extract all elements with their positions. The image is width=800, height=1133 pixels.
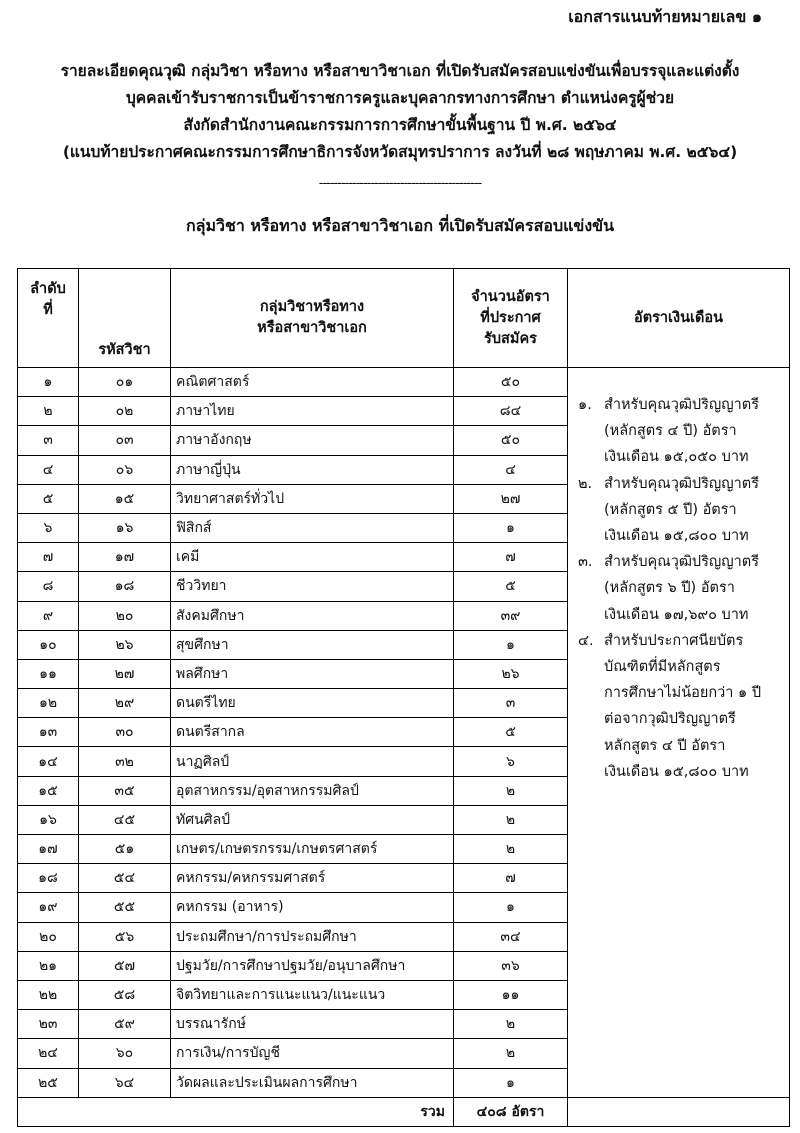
salary-item-number bbox=[578, 654, 604, 680]
document-header bbox=[0, 58, 800, 166]
row-subject: ฟิสิกส์ bbox=[171, 513, 454, 542]
table-header-row bbox=[18, 269, 790, 368]
salary-item-text: บัณฑิตที่มีหลักสูตร bbox=[604, 659, 721, 676]
row-count: ๒๖ bbox=[454, 659, 568, 688]
row-no: ๑๒ bbox=[18, 689, 79, 718]
row-subject: ภาษาไทย bbox=[171, 397, 454, 426]
row-count: ๓ bbox=[454, 689, 568, 718]
subject-table bbox=[17, 268, 790, 1127]
row-count: ๒ bbox=[454, 835, 568, 864]
row-code: ๕๙ bbox=[79, 1010, 171, 1039]
row-no: ๒๐ bbox=[18, 922, 79, 951]
row-no: ๙ bbox=[18, 601, 79, 630]
header-line: รายละเอียดคุณวุฒิ กลุ่มวิชา หรือทาง หรือสาขาวิชาเอก ที่เปิดรับสมัครสอบแข่งขันเพื่อบรรจุและแต่งตั้ง bbox=[60, 62, 740, 80]
salary-line bbox=[578, 497, 785, 523]
header-line: สังกัดสำนักงานคณะกรรมการการศึกษาขั้นพื้นฐาน ปี พ.ศ. ๒๕๖๔ bbox=[183, 116, 617, 134]
row-subject: สังคมศึกษา bbox=[171, 601, 454, 630]
salary-line bbox=[578, 706, 785, 732]
row-count: ๗ bbox=[454, 543, 568, 572]
row-count: ๑ bbox=[454, 893, 568, 922]
header-subject: กลุ่มวิชาหรือทาง หรือสาขาวิชาเอก bbox=[171, 269, 454, 368]
row-no: ๑๔ bbox=[18, 747, 79, 776]
salary-line bbox=[578, 602, 785, 628]
row-subject: บรรณารักษ์ bbox=[171, 1010, 454, 1039]
total-salary-cell bbox=[568, 1097, 790, 1126]
row-subject: การเงิน/การบัญชี bbox=[171, 1039, 454, 1068]
salary-item-number bbox=[578, 575, 604, 601]
total-row bbox=[18, 1097, 790, 1126]
row-code: ๑๗ bbox=[79, 543, 171, 572]
row-count: ๕ bbox=[454, 572, 568, 601]
row-subject: ดนตรีสากล bbox=[171, 718, 454, 747]
salary-line bbox=[578, 392, 785, 418]
salary-item-number: ๔. bbox=[578, 632, 594, 649]
salary-item-text: การศึกษาไม่น้อยกว่า ๑ ปี bbox=[604, 685, 762, 702]
row-no: ๖ bbox=[18, 513, 79, 542]
salary-item-number bbox=[578, 733, 604, 759]
salary-item-number: ๓. bbox=[578, 554, 593, 571]
row-code: ๐๒ bbox=[79, 397, 171, 426]
salary-item-text: (หลักสูตร ๔ ปี) อัตรา bbox=[604, 423, 737, 440]
salary-line bbox=[578, 418, 785, 444]
row-no: ๑ bbox=[18, 368, 79, 397]
row-subject: คหกรรม (อาหาร) bbox=[171, 893, 454, 922]
row-code: ๒๐ bbox=[79, 601, 171, 630]
header-code: รหัสวิชา bbox=[79, 269, 171, 368]
row-subject: ภาษาอังกฤษ bbox=[171, 426, 454, 455]
row-count: ๑ bbox=[454, 513, 568, 542]
row-count: ๓๙ bbox=[454, 601, 568, 630]
row-no: ๑๖ bbox=[18, 805, 79, 834]
row-code: ๓๐ bbox=[79, 718, 171, 747]
salary-item-text: สำหรับคุณวุฒิปริญญาตรี bbox=[604, 554, 759, 571]
salary-line bbox=[578, 628, 785, 654]
row-count: ๒ bbox=[454, 1010, 568, 1039]
salary-item-text: เงินเดือน ๑๕,๘๐๐ บาท bbox=[604, 763, 749, 780]
separator-line: -------------------------------------------- bbox=[318, 176, 482, 191]
row-code: ๑๖ bbox=[79, 513, 171, 542]
row-no: ๑๕ bbox=[18, 776, 79, 805]
salary-item-number bbox=[578, 497, 604, 523]
row-code: ๐๑ bbox=[79, 368, 171, 397]
row-code: ๕๖ bbox=[79, 922, 171, 951]
salary-line bbox=[578, 471, 785, 497]
salary-item-number bbox=[578, 680, 604, 706]
salary-item-number bbox=[578, 418, 604, 444]
row-subject: วัดผลและประเมินผลการศึกษา bbox=[171, 1068, 454, 1097]
annex-label: เอกสารแนบท้ายหมายเลข ๑ bbox=[568, 7, 762, 26]
salary-item-number bbox=[578, 523, 604, 549]
row-subject: ชีววิทยา bbox=[171, 572, 454, 601]
row-count: ๖ bbox=[454, 747, 568, 776]
row-code: ๔๕ bbox=[79, 805, 171, 834]
salary-line bbox=[578, 733, 785, 759]
row-subject: เคมี bbox=[171, 543, 454, 572]
salary-item-text: เงินเดือน ๑๕,๐๕๐ บาท bbox=[604, 449, 749, 466]
salary-item-text: สำหรับประกาศนียบัตร bbox=[604, 632, 744, 649]
row-subject: จิตวิทยาและการแนะแนว/แนะแนว bbox=[171, 980, 454, 1009]
row-no: ๑๑ bbox=[18, 659, 79, 688]
row-code: ๒๖ bbox=[79, 630, 171, 659]
row-subject: คหกรรม/คหกรรมศาสตร์ bbox=[171, 864, 454, 893]
row-code: ๒๗ bbox=[79, 659, 171, 688]
row-no: ๒๔ bbox=[18, 1039, 79, 1068]
salary-item-number bbox=[578, 759, 604, 785]
salary-item-text: สำหรับคุณวุฒิปริญญาตรี bbox=[604, 475, 759, 492]
salary-line bbox=[578, 654, 785, 680]
row-no: ๗ bbox=[18, 543, 79, 572]
header-count: จำนวนอัตรา ที่ประกาศ รับสมัคร bbox=[454, 269, 568, 368]
total-label: รวม bbox=[18, 1097, 454, 1126]
row-count: ๒ bbox=[454, 776, 568, 805]
salary-item-number bbox=[578, 602, 604, 628]
section-subtitle: กลุ่มวิชา หรือทาง หรือสาขาวิชาเอก ที่เปิดรับสมัครสอบแข่งขัน bbox=[185, 216, 615, 235]
row-count: ๕๐ bbox=[454, 426, 568, 455]
row-count: ๕๐ bbox=[454, 368, 568, 397]
salary-item-text: (หลักสูตร ๕ ปี) อัตรา bbox=[604, 501, 737, 518]
row-count: ๕ bbox=[454, 718, 568, 747]
row-code: ๓๕ bbox=[79, 776, 171, 805]
row-subject: ทัศนศิลป์ bbox=[171, 805, 454, 834]
row-no: ๘ bbox=[18, 572, 79, 601]
header-line: (แนบท้ายประกาศคณะกรรมการศึกษาธิการจังหวัดสมุทรปราการ ลงวันที่ ๒๘ พฤษภาคม พ.ศ. ๒๕๖๔) bbox=[62, 143, 738, 161]
row-count: ๑๑ bbox=[454, 980, 568, 1009]
row-count: ๑ bbox=[454, 1068, 568, 1097]
row-code: ๕๕ bbox=[79, 893, 171, 922]
row-code: ๑๘ bbox=[79, 572, 171, 601]
salary-line bbox=[578, 444, 785, 470]
row-no: ๒๕ bbox=[18, 1068, 79, 1097]
header-salary: อัตราเงินเดือน bbox=[568, 269, 790, 368]
row-no: ๒๒ bbox=[18, 980, 79, 1009]
salary-line bbox=[578, 680, 785, 706]
row-subject: ปฐมวัย/การศึกษาปฐมวัย/อนุบาลศึกษา bbox=[171, 951, 454, 980]
row-code: ๕๔ bbox=[79, 864, 171, 893]
row-subject: นาฏศิลป์ bbox=[171, 747, 454, 776]
salary-item-text: ต่อจากวุฒิปริญญาตรี bbox=[604, 711, 736, 728]
salary-item-number: ๑. bbox=[578, 397, 592, 413]
row-subject: ดนตรีไทย bbox=[171, 689, 454, 718]
salary-line bbox=[578, 523, 785, 549]
row-code: ๒๙ bbox=[79, 689, 171, 718]
salary-item-number: ๒. bbox=[578, 475, 593, 492]
row-subject: อุตสาหกรรม/อุตสาหกรรมศิลป์ bbox=[171, 776, 454, 805]
salary-item-text: หลักสูตร ๔ ปี อัตรา bbox=[604, 737, 726, 754]
row-subject: ประถมศึกษา/การประถมศึกษา bbox=[171, 922, 454, 951]
row-code: ๐๓ bbox=[79, 426, 171, 455]
row-no: ๑๘ bbox=[18, 864, 79, 893]
row-no: ๒๑ bbox=[18, 951, 79, 980]
row-count: ๘๔ bbox=[454, 397, 568, 426]
row-code: ๖๔ bbox=[79, 1068, 171, 1097]
salary-item-number bbox=[578, 706, 604, 732]
salary-line bbox=[578, 759, 785, 785]
row-no: ๑๓ bbox=[18, 718, 79, 747]
row-subject: วิทยาศาสตร์ทั่วไป bbox=[171, 484, 454, 513]
row-count: ๓๔ bbox=[454, 922, 568, 951]
row-no: ๓ bbox=[18, 426, 79, 455]
row-code: ๓๒ bbox=[79, 747, 171, 776]
row-no: ๒๓ bbox=[18, 1010, 79, 1039]
row-code: ๕๑ bbox=[79, 835, 171, 864]
salary-item-number bbox=[578, 444, 604, 470]
row-no: ๑๗ bbox=[18, 835, 79, 864]
salary-item-text: เงินเดือน ๑๕,๘๐๐ บาท bbox=[604, 528, 749, 545]
row-subject: สุขศึกษา bbox=[171, 630, 454, 659]
total-value: ๔๐๘ อัตรา bbox=[454, 1097, 568, 1126]
row-count: ๒ bbox=[454, 1039, 568, 1068]
salary-item-text: (หลักสูตร ๖ ปี) อัตรา bbox=[604, 580, 735, 597]
row-subject: ภาษาญี่ปุ่น bbox=[171, 455, 454, 484]
row-no: ๑๙ bbox=[18, 893, 79, 922]
row-count: ๒๗ bbox=[454, 484, 568, 513]
row-code: ๕๗ bbox=[79, 951, 171, 980]
row-code: ๑๕ bbox=[79, 484, 171, 513]
row-subject: คณิตศาสตร์ bbox=[171, 368, 454, 397]
row-count: ๑ bbox=[454, 630, 568, 659]
row-no: ๔ bbox=[18, 455, 79, 484]
salary-line bbox=[578, 549, 785, 575]
salary-cell bbox=[568, 368, 790, 1098]
row-count: ๒ bbox=[454, 805, 568, 834]
row-code: ๐๖ bbox=[79, 455, 171, 484]
header-line: บุคคลเข้ารับราชการเป็นข้าราชการครูและบุคลากรทางการศึกษา ตำแหน่งครูผู้ช่วย bbox=[125, 89, 675, 107]
row-subject: พลศึกษา bbox=[171, 659, 454, 688]
table-body bbox=[18, 368, 790, 1098]
table-row bbox=[18, 368, 790, 397]
salary-item-text: สำหรับคุณวุฒิปริญญาตรี bbox=[604, 397, 759, 413]
salary-item-text: เงินเดือน ๑๗,๖๙๐ บาท bbox=[604, 606, 749, 623]
row-no: ๒ bbox=[18, 397, 79, 426]
row-subject: เกษตร/เกษตรกรรม/เกษตรศาสตร์ bbox=[171, 835, 454, 864]
row-code: ๖๐ bbox=[79, 1039, 171, 1068]
header-no: ลำดับ ที่ bbox=[18, 269, 79, 368]
row-count: ๔ bbox=[454, 455, 568, 484]
row-count: ๓๖ bbox=[454, 951, 568, 980]
row-code: ๕๘ bbox=[79, 980, 171, 1009]
salary-line bbox=[578, 575, 785, 601]
row-no: ๑๐ bbox=[18, 630, 79, 659]
row-count: ๗ bbox=[454, 864, 568, 893]
row-no: ๕ bbox=[18, 484, 79, 513]
